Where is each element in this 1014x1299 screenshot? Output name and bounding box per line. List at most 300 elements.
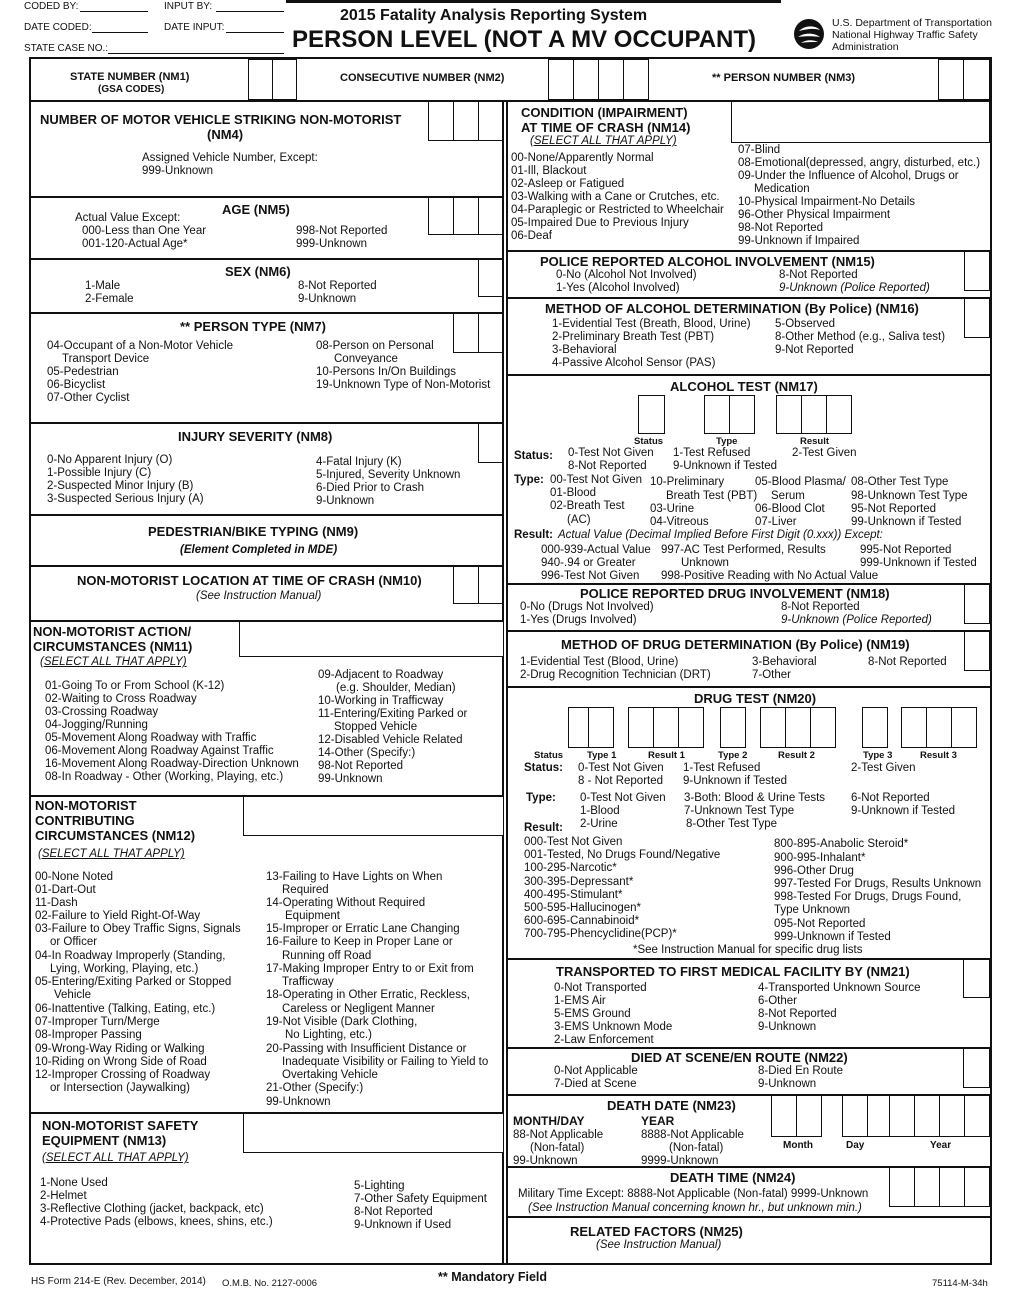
nm17-result-item: 000-939-Actual Value (541, 544, 651, 556)
nm22-line-1: 0-Not Applicable (554, 1065, 638, 1077)
nm12-item: Required (282, 884, 329, 896)
nm17-type-box-1[interactable] (704, 395, 730, 434)
nm17-status-label: Status: (514, 450, 553, 462)
nm8-right-2: 5-Injured, Severity Unknown (316, 469, 461, 481)
nm11-item: 16-Movement Along Roadway-Direction Unknown (45, 758, 299, 770)
rule (506, 958, 992, 960)
nm7-right-3: 10-Persons In/On Buildings (316, 366, 456, 378)
nm8-box[interactable] (478, 423, 503, 463)
consecutive-box-2[interactable] (573, 59, 599, 100)
nm12-item: 07-Improper Turn/Merge (35, 1016, 160, 1028)
nm21-item: 3-EMS Unknown Mode (554, 1021, 673, 1033)
nm24-box-1[interactable] (889, 1167, 915, 1207)
nm20-result-item: 998-Tested For Drugs, Drugs Found, (774, 891, 962, 903)
nm23-month-box-2[interactable] (796, 1095, 822, 1137)
nm12-item: Vehicle (54, 989, 92, 1001)
nm15-box[interactable] (964, 251, 990, 291)
nm11-item: 04-Jogging/Running (45, 719, 148, 731)
nm7-box-2[interactable] (478, 313, 503, 353)
nm20-type1-box[interactable] (588, 707, 614, 748)
nm19-mid-2: 7-Other (752, 669, 791, 681)
nm20-result2-box-1[interactable] (760, 707, 786, 748)
nm11-select-all: (SELECT ALL THAT APPLY) (40, 656, 187, 668)
nm13-item: 1-None Used (40, 1177, 108, 1189)
nm17-result-item: 996-Test Not Given (541, 570, 640, 582)
nm11-item: Stopped Vehicle (334, 721, 418, 733)
nm20-col-type2: Type 2 (718, 750, 748, 761)
nm22-right-1: 8-Died En Route (758, 1065, 844, 1077)
nm20-type-item: 6-Not Reported (851, 792, 930, 804)
nm4-line-1: Assigned Vehicle Number, Except: (142, 152, 318, 164)
nm12-item: or Intersection (Jaywalking) (50, 1082, 190, 1094)
nm12-item: or Officer (50, 936, 98, 948)
dot-logo-icon (793, 18, 825, 50)
nm20-type-label: Type: (526, 792, 556, 804)
nm15-right-1: 8-Not Reported (779, 269, 858, 281)
nm17-type-box-2[interactable] (729, 395, 755, 434)
nm11-item: 99-Unknown (318, 773, 383, 785)
nm22-box[interactable] (963, 1048, 990, 1088)
nm17-status-0: 0-Test Not Given (568, 447, 654, 459)
nm20-result-item: 999-Unknown if Tested (774, 931, 891, 943)
nm22-title: DIED AT SCENE/EN ROUTE (NM22) (631, 1050, 848, 1065)
nm17-status-2: 2-Test Given (792, 447, 857, 459)
nm24-title: DEATH TIME (NM24) (670, 1170, 796, 1185)
nm17-type-item: 05-Blood Plasma/ (755, 476, 846, 488)
state-number-box-2[interactable] (272, 59, 297, 100)
nm12-item: Inadequate Visibility or Failing to Yield to (282, 1056, 489, 1068)
nm18-right-1: 8-Not Reported (781, 601, 860, 613)
rule (29, 514, 504, 516)
nm16-box[interactable] (964, 298, 990, 338)
nm4-title: NUMBER OF MOTOR VEHICLE STRIKING NON-MOTORIST (40, 112, 402, 127)
nm15-line-2: 1-Yes (Alcohol Involved) (556, 282, 680, 294)
nm21-item: 6-Other (758, 995, 797, 1007)
nm16-line-4: 4-Passive Alcohol Sensor (PAS) (552, 357, 716, 369)
nm16-title: METHOD OF ALCOHOL DETERMINATION (By Police) (NM16) (545, 301, 919, 316)
rule (506, 1047, 992, 1049)
nm8-right-4: 9-Unknown (316, 495, 375, 507)
nm13-item: 4-Protective Pads (elbows, knees, shins, etc.) (40, 1216, 273, 1228)
nm13-entry-field[interactable] (243, 1113, 504, 1153)
nm14-item: 98-Not Reported (738, 222, 824, 234)
nm12-item: 02-Failure to Yield Right-Of-Way (35, 910, 201, 922)
nm11-item: 03-Crossing Roadway (45, 706, 159, 718)
nm23-day-box-1[interactable] (842, 1095, 868, 1137)
nm17-type-item: 00-Test Not Given (550, 474, 643, 486)
nm21-item: 8-Not Reported (758, 1008, 837, 1020)
nm24-box-3[interactable] (939, 1167, 965, 1207)
consecutive-box-3[interactable] (598, 59, 624, 100)
nm10-sub: (See Instruction Manual) (196, 590, 322, 602)
nm20-result-item: 100-295-Narcotic* (524, 862, 617, 874)
rule (29, 312, 504, 314)
nm20-result1-box-2[interactable] (653, 707, 679, 748)
nm11-item: 08-In Roadway - Other (Working, Playing, etc.) (45, 771, 284, 783)
nm23-year-box-2[interactable] (914, 1095, 940, 1137)
rule (506, 374, 992, 376)
nm23-md-line: 99-Unknown (513, 1155, 578, 1167)
nm15-title: POLICE REPORTED ALCOHOL INVOLVEMENT (NM15) (540, 254, 875, 269)
nm5-title: AGE (NM5) (222, 202, 290, 217)
person-number-box-1[interactable] (938, 59, 964, 100)
nm17-type-item: 02-Breath Test (550, 500, 625, 512)
nm12-item: 03-Failure to Obey Traffic Signs, Signals (35, 923, 241, 935)
date-input-label: DATE INPUT: (164, 22, 225, 33)
nm21-item: 4-Transported Unknown Source (758, 982, 921, 994)
nm20-status-label: Status: (524, 762, 563, 774)
dot-name-1: U.S. Department of Transportation (832, 17, 992, 29)
nm11-title-2: CIRCUMSTANCES (NM11) (33, 639, 193, 654)
nm17-type-item: 99-Unknown if Tested (851, 516, 962, 528)
nm5-box-1[interactable] (428, 197, 454, 235)
nm20-title: DRUG TEST (NM20) (694, 691, 817, 706)
rule (29, 565, 504, 567)
nm17-result-label: Result: (514, 529, 553, 541)
nm20-type-item: 9-Unknown if Tested (851, 805, 955, 817)
nm24-box-2[interactable] (914, 1167, 940, 1207)
dot-name-2: National Highway Traffic Safety (832, 29, 978, 41)
nm20-type-item: 7-Unknown Test Type (684, 805, 795, 817)
coded-by-label: CODED BY: (24, 1, 79, 12)
nm11-item: 10-Working in Trafficway (318, 695, 444, 707)
nm17-type-item: 01-Blood (550, 487, 597, 499)
nm20-result-item: 700-795-Phencyclidine(PCP)* (524, 928, 677, 940)
nm15-right-2: 9-Unknown (Police Reported) (779, 282, 930, 294)
state-number-box-1[interactable] (248, 59, 273, 100)
nm23-year-box-1[interactable] (889, 1095, 915, 1137)
nm17-result-box-2[interactable] (801, 395, 827, 434)
nm11-item: 09-Adjacent to Roadway (318, 669, 444, 681)
nm12-item: Running off Road (282, 950, 372, 962)
nm20-result1-box-1[interactable] (628, 707, 654, 748)
nm14-item: 04-Paraplegic or Restricted to Wheelchair (511, 204, 724, 216)
nm20-status-item: 8 - Not Reported (578, 775, 664, 787)
nm12-title-1: NON-MOTORIST (35, 798, 137, 813)
nm12-item: 08-Improper Passing (35, 1029, 142, 1041)
nm4-title-code: (NM4) (207, 127, 244, 142)
nm12-title-3: CIRCUMSTANCES (NM12) (35, 828, 196, 843)
nm12-item: 10-Riding on Wrong Side of Road (35, 1056, 207, 1068)
nm10-title: NON-MOTORIST LOCATION AT TIME OF CRASH (NM10) (77, 573, 422, 588)
nm20-result-label: Result: (524, 822, 563, 834)
consecutive-box-4[interactable] (623, 59, 649, 100)
nm7-title: ** PERSON TYPE (NM7) (180, 319, 326, 334)
nm14-item: 10-Physical Impairment-No Details (738, 196, 916, 208)
nm12-item: 14-Operating Without Required (266, 897, 426, 909)
nm5-line-1: Actual Value Except: (75, 212, 181, 224)
nm14-item: 07-Blind (738, 144, 781, 156)
nm23-year-box-3[interactable] (939, 1095, 965, 1137)
nm17-status-9: 9-Unknown if Tested (673, 460, 777, 472)
nm17-type-item: 07-Liver (755, 516, 797, 528)
nm12-item: No Lighting, etc.) (285, 1029, 372, 1041)
nm20-result3-box-3[interactable] (951, 707, 977, 748)
nm20-result-item: Type Unknown (774, 904, 851, 916)
nm12-item: 09-Wrong-Way Riding or Walking (35, 1043, 205, 1055)
nm20-col-result3: Result 3 (920, 750, 957, 761)
nm7-line-1: 04-Occupant of a Non-Motor Vehicle (47, 340, 234, 352)
nm14-item: 01-Ill, Blackout (511, 165, 587, 177)
nm17-type-item: (AC) (567, 514, 591, 526)
nm12-item: 11-Dash (35, 897, 78, 909)
nm12-item: 01-Dart-Out (35, 884, 96, 896)
nm17-result-item: 998-Positive Reading with No Actual Value (661, 570, 879, 582)
date-coded-field[interactable] (92, 32, 148, 33)
nm14-item: 05-Impaired Due to Previous Injury (511, 217, 689, 229)
nm20-col-type1: Type 1 (587, 750, 617, 761)
nm14-item: 08-Emotional(depressed, angry, disturbed, etc.) (738, 157, 981, 169)
nm14-item: 02-Asleep or Fatigued (511, 178, 625, 190)
nm7-line-5: 07-Other Cyclist (47, 392, 130, 404)
nm12-item: 17-Making Improper Entry to or Exit from (266, 963, 474, 975)
nm23-year-line: (Non-fatal) (669, 1142, 724, 1154)
nm19-line-1: 1-Evidential Test (Blood, Urine) (520, 656, 679, 668)
nm16-line-3: 3-Behavioral (552, 344, 617, 356)
nm24-line-2: (See Instruction Manual concerning known hr., but unknown min.) (528, 1202, 862, 1214)
nm10-box-1[interactable] (453, 566, 479, 604)
rule (506, 583, 992, 585)
nm13-title-1: NON-MOTORIST SAFETY (42, 1118, 199, 1133)
form-number: HS Form 214-E (Rev. December, 2014) (31, 1276, 206, 1287)
nm11-item: 98-Not Reported (318, 760, 404, 772)
nm23-month-box-1[interactable] (771, 1095, 797, 1137)
nm17-status-box[interactable] (638, 395, 665, 434)
input-by-label: INPUT BY: (164, 1, 213, 12)
nm7-box-1[interactable] (453, 313, 479, 353)
nm11-item: 01-Going To or From School (K-12) (45, 680, 225, 692)
nm20-result3-box-2[interactable] (926, 707, 952, 748)
nm14-select-all: (SELECT ALL THAT APPLY) (530, 135, 677, 147)
nm20-col-result2: Result 2 (778, 750, 815, 761)
nm12-item: 13-Failing to Have Lights on When (266, 871, 443, 883)
nm23-year-label: YEAR (641, 1114, 675, 1128)
nm5-line-2: 000-Less than One Year (82, 225, 207, 237)
nm20-result-item: 001-Tested, No Drugs Found/Negative (524, 849, 721, 861)
nm20-result-item: 900-995-Inhalant* (774, 852, 866, 864)
nm17-result-note: Actual Value (Decimal Implied Before First Digit (0.xxx)) Except: (558, 529, 883, 541)
mandatory-field-note: ** Mandatory Field (438, 1270, 548, 1284)
nm17-status-8: 8-Not Reported (568, 460, 647, 472)
nm17-type-item: 06-Blood Clot (755, 503, 825, 515)
nm11-item: 11-Entering/Exiting Parked or (318, 708, 468, 720)
nm25-sub: (See Instruction Manual) (596, 1239, 722, 1251)
nm24-box-4[interactable] (964, 1167, 990, 1207)
nm20-result-item: 300-395-Depressant* (524, 876, 634, 888)
omb-number: O.M.B. No. 2127-0006 (222, 1278, 318, 1289)
nm12-item: Lying, Working, Playing, etc.) (50, 963, 199, 975)
nm20-result-item: 000-Test Not Given (524, 836, 623, 848)
nm20-status-item: 9-Unknown if Tested (683, 775, 787, 787)
nm6-line-2: 2-Female (85, 293, 134, 305)
nm20-result-item: 500-595-Hallucinogen* (524, 902, 641, 914)
nm5-line-3: 001-120-Actual Age* (82, 238, 188, 250)
nm8-right-3: 6-Died Prior to Crash (316, 482, 425, 494)
consecutive-number-label: CONSECUTIVE NUMBER (NM2) (340, 72, 505, 84)
nm12-item: 16-Failure to Keep in Proper Lane or (266, 936, 453, 948)
nm17-type-item: 10-Preliminary (650, 476, 725, 488)
nm14-item: 96-Other Physical Impairment (738, 209, 891, 221)
nm12-item: 05-Entering/Exiting Parked or Stopped (35, 976, 232, 988)
dot-name-3: Administration (832, 41, 899, 53)
nm20-result-item: 997-Tested For Drugs, Results Unknown (774, 878, 982, 890)
nm12-item: Overtaking Vehicle (282, 1069, 378, 1081)
nm18-line-2: 1-Yes (Drugs Involved) (520, 614, 637, 626)
nm20-type2-box[interactable] (720, 707, 746, 748)
nm8-title: INJURY SEVERITY (NM8) (178, 429, 333, 444)
coded-by-field[interactable] (80, 11, 148, 12)
nm20-note: *See Instruction Manual for specific drug lists (633, 944, 863, 956)
nm23-year-box-4[interactable] (964, 1095, 990, 1137)
nm13-select-all: (SELECT ALL THAT APPLY) (42, 1152, 189, 1164)
nm20-type-item: 8-Other Test Type (686, 818, 777, 830)
nm14-item: Medication (754, 183, 810, 195)
nm23-title: DEATH DATE (NM23) (607, 1098, 736, 1113)
nm18-title: POLICE REPORTED DRUG INVOLVEMENT (NM18) (580, 586, 890, 601)
nm12-item: 06-Inattentive (Talking, Eating, etc.) (35, 1003, 216, 1015)
nm12-item: 21-Other (Specify:) (266, 1082, 364, 1094)
nm8-line-3: 2-Suspected Minor Injury (B) (47, 480, 194, 492)
nm8-line-2: 1-Possible Injury (C) (47, 467, 152, 479)
rule (506, 250, 992, 252)
nm14-item: 09-Under the Influence of Alcohol, Drugs or (738, 170, 959, 182)
nm12-item: 15-Improper or Erratic Lane Changing (266, 923, 460, 935)
input-by-field[interactable] (216, 11, 284, 12)
nm4-box-2[interactable] (453, 101, 479, 141)
nm14-item: 99-Unknown if Impaired (738, 235, 860, 247)
state-gsa-label: (GSA CODES) (98, 84, 165, 95)
nm12-item: 19-Not Visible (Dark Clothing, (266, 1016, 418, 1028)
nm17-title: ALCOHOL TEST (NM17) (670, 379, 818, 394)
nm10-box-2[interactable] (478, 566, 503, 604)
nm23-md-line: 88-Not Applicable (513, 1129, 604, 1141)
nm20-status-item: 1-Test Refused (683, 762, 761, 774)
nm12-entry-field[interactable] (243, 796, 504, 836)
nm16-right-3: 9-Not Reported (775, 344, 854, 356)
nm16-right-2: 8-Other Method (e.g., Saliva test) (775, 331, 946, 343)
nm17-result-box-3[interactable] (826, 395, 852, 434)
nm13-title-2: EQUIPMENT (NM13) (42, 1133, 167, 1148)
nm24-line-1: Military Time Except: 8888-Not Applicable (Non-fatal) 9999-Unknown (518, 1188, 869, 1200)
nm19-title: METHOD OF DRUG DETERMINATION (By Police) (NM19) (561, 637, 910, 652)
nm17-type-item: Breath Test (PBT) (666, 490, 758, 502)
nm19-line-2: 2-Drug Recognition Technician (DRT) (520, 669, 711, 681)
nm17-col-status: Status (634, 436, 664, 447)
nm4-box-1[interactable] (428, 101, 454, 141)
nm20-status-item: 0-Test Not Given (578, 762, 664, 774)
nm9-title: PEDESTRIAN/BIKE TYPING (NM9) (148, 524, 359, 539)
nm20-result1-box-3[interactable] (678, 707, 704, 748)
nm19-box[interactable] (964, 631, 990, 671)
nm6-right-1: 8-Not Reported (298, 280, 377, 292)
rule (29, 258, 504, 260)
nm20-type-item: 3-Both: Blood & Urine Tests (684, 792, 826, 804)
nm14-item: 00-None/Apparently Normal (511, 152, 654, 164)
nm20-status-item: 2-Test Given (851, 762, 916, 774)
nm25-title: RELATED FACTORS (NM25) (570, 1224, 743, 1239)
nm5-right-1: 998-Not Reported (296, 225, 388, 237)
nm20-result-item: 600-695-Cannabinoid* (524, 915, 640, 927)
nm18-box[interactable] (964, 584, 990, 624)
nm21-box[interactable] (963, 959, 990, 998)
nm17-result-item: 999-Unknown if Tested (860, 557, 977, 569)
nm20-result2-box-2[interactable] (785, 707, 811, 748)
nm18-line-1: 0-No (Drugs Not Involved) (520, 601, 654, 613)
nm11-entry-field[interactable] (239, 621, 504, 657)
nm23-year-line: 8888-Not Applicable (641, 1129, 744, 1141)
form-subtitle: PERSON LEVEL (NOT A MV OCCUPANT) (292, 26, 757, 53)
nm17-type-item: 98-Unknown Test Type (851, 490, 968, 502)
nm17-result-item: Unknown (681, 557, 729, 569)
nm5-box-3[interactable] (478, 197, 503, 235)
nm20-col-result1: Result 1 (648, 750, 685, 761)
nm12-item: 99-Unknown (266, 1096, 331, 1108)
state-number-label: STATE NUMBER (NM1) (70, 71, 190, 83)
nm17-result-item: 997-AC Test Performed, Results (661, 544, 826, 556)
nm19-right-1: 8-Not Reported (868, 656, 947, 668)
nm20-result3-box-1[interactable] (901, 707, 927, 748)
nm13-item: 2-Helmet (40, 1190, 87, 1202)
nm5-box-2[interactable] (453, 197, 479, 235)
nm12-item: 04-In Roadway Improperly (Standing, (35, 950, 226, 962)
rule (29, 422, 504, 424)
nm6-line-1: 1-Male (85, 280, 121, 292)
nm17-status-1: 1-Test Refused (673, 447, 751, 459)
nm23-year-line: 9999-Unknown (641, 1155, 719, 1167)
nm20-result-item: 800-895-Anabolic Steroid* (774, 838, 909, 850)
nm17-result-item: 995-Not Reported (860, 544, 952, 556)
nm12-item: 00-None Noted (35, 871, 113, 883)
nm21-item: 2-Law Enforcement (554, 1034, 654, 1046)
nm7-line-2: Transport Device (62, 353, 150, 365)
rule (506, 100, 508, 1265)
nm21-item: 0-Not Transported (554, 982, 647, 994)
nm21-item: 5-EMS Ground (554, 1008, 631, 1020)
nm5-right-2: 999-Unknown (296, 238, 367, 250)
person-number-box-2[interactable] (963, 59, 990, 100)
nm9-sub: (Element Completed in MDE) (180, 544, 338, 556)
nm20-result2-box-3[interactable] (810, 707, 836, 748)
nm23-col-month: Month (783, 1140, 813, 1151)
nm17-result-box-1[interactable] (776, 395, 802, 434)
nm20-result-item: 095-Not Reported (774, 918, 866, 930)
nm13-item: 8-Not Reported (354, 1206, 433, 1218)
nm16-line-1: 1-Evidential Test (Breath, Blood, Urine) (552, 318, 751, 330)
nm20-type3-box[interactable] (862, 707, 888, 748)
nm21-title: TRANSPORTED TO FIRST MEDICAL FACILITY BY (NM21) (556, 964, 910, 979)
nm14-entry-field[interactable] (731, 101, 990, 143)
nm13-item: 9-Unknown if Used (354, 1219, 452, 1231)
nm17-result-item: 940-.94 or Greater (541, 557, 636, 569)
state-case-field[interactable] (108, 53, 284, 54)
nm6-box[interactable] (478, 259, 503, 297)
nm17-col-result: Result (800, 436, 830, 447)
nm4-box-3[interactable] (478, 101, 503, 141)
form-code: 75114-M-34h (932, 1278, 988, 1289)
consecutive-box-1[interactable] (548, 59, 574, 100)
nm18-right-2: 9-Unknown (Police Reported) (781, 614, 932, 626)
nm13-item: 3-Reflective Clothing (jacket, backpack, etc) (40, 1203, 264, 1215)
date-input-field[interactable] (226, 32, 284, 33)
nm11-item: 12-Disabled Vehicle Related (318, 734, 463, 746)
nm12-item: 12-Improper Crossing of Roadway (35, 1069, 211, 1081)
date-coded-label: DATE CODED: (24, 22, 92, 33)
nm20-type-item: 2-Urine (580, 818, 618, 830)
nm17-type-item: 95-Not Reported (851, 503, 937, 515)
nm20-col-status: Status (534, 750, 564, 761)
nm14-item: 06-Deaf (511, 230, 552, 242)
nm8-line-4: 3-Suspected Serious Injury (A) (47, 493, 204, 505)
